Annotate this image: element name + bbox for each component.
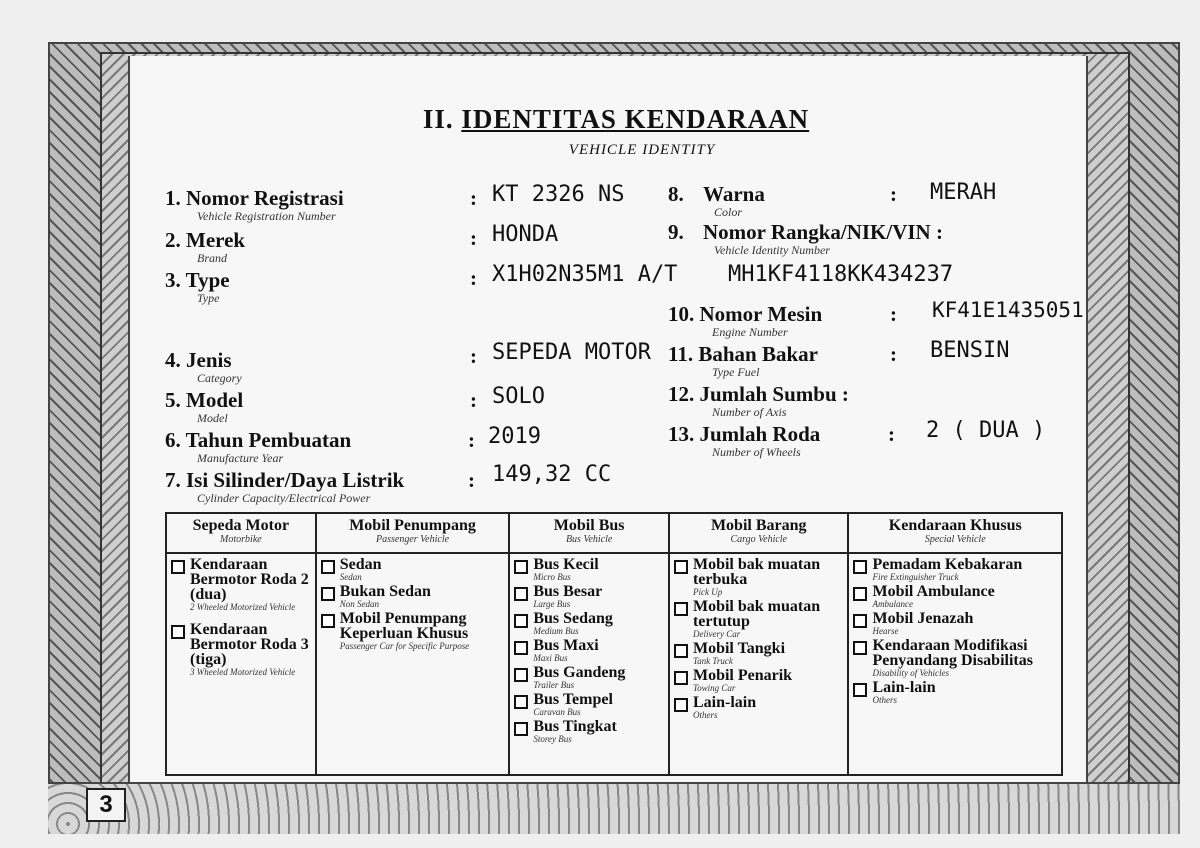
checkbox[interactable]: [321, 614, 335, 628]
value-category: SEPEDA MOTOR: [492, 340, 651, 365]
item-label: Kendaraan Bermotor Roda 3 (tiga): [190, 621, 309, 668]
field-sublabel: Manufacture Year: [197, 451, 284, 465]
field-number: 11.: [668, 342, 694, 366]
item-sublabel: Others: [692, 710, 718, 720]
table-header: [669, 513, 849, 553]
checkbox[interactable]: [674, 560, 688, 574]
item-label: Bukan Sedan: [339, 583, 431, 600]
field-sublabel: Type Fuel: [712, 365, 760, 379]
item-sublabel: Ambulance: [872, 599, 913, 609]
field-label: Nomor Rangka/NIK/VIN: [703, 220, 931, 244]
value-brand: HONDA: [492, 222, 559, 247]
vehicle-category-table: [165, 512, 1063, 776]
item-label: Lain-lain: [872, 679, 936, 696]
item-sublabel: Pick Up: [692, 587, 723, 597]
category-item: [853, 584, 1057, 609]
field-label: Model: [186, 388, 244, 412]
field-brand: [165, 228, 245, 264]
field-type: [165, 268, 230, 304]
field-model: [165, 388, 243, 424]
field-number: 2.: [165, 228, 181, 252]
item-label: Bus Tempel: [533, 691, 613, 708]
field-number: 6.: [165, 428, 181, 452]
category-item: [853, 638, 1057, 678]
header-label: Mobil Bus: [553, 517, 625, 534]
item-sublabel: Large Bus: [533, 599, 571, 609]
item-label: Mobil Tangki: [692, 640, 786, 657]
checkbox[interactable]: [171, 625, 185, 639]
value-manufacture-year: 2019: [488, 424, 541, 449]
category-item: [674, 695, 844, 720]
category-item: [514, 557, 664, 582]
page-title: [0, 104, 1200, 135]
colon: :: [470, 266, 477, 290]
field-cylinder-capacity: [165, 468, 404, 504]
field-label: Jumlah Roda: [699, 422, 821, 446]
value-vin: MH1KF4118KK434237: [728, 262, 954, 287]
colon: :: [890, 302, 897, 326]
field-number: 9.: [668, 220, 684, 244]
header-label: Sepeda Motor: [192, 517, 290, 534]
field-sublabel: Type: [197, 291, 220, 305]
item-label: Pemadam Kebakaran: [872, 556, 1023, 573]
category-item: [674, 641, 844, 666]
item-sublabel: Trailer Bus: [533, 680, 575, 690]
field-sublabel: Cylinder Capacity/Electrical Power: [197, 491, 371, 505]
field-sublabel: Color: [714, 205, 743, 219]
checkbox[interactable]: [514, 560, 528, 574]
category-cell-bus: [509, 553, 669, 775]
item-label: Mobil bak muatan terbuka: [692, 556, 821, 588]
field-number: 8.: [668, 182, 684, 206]
item-sublabel: Storey Bus: [533, 734, 572, 744]
checkbox[interactable]: [853, 683, 867, 697]
item-sublabel: Hearse: [872, 626, 899, 636]
value-number-of-wheels: 2 ( DUA ): [926, 418, 1046, 443]
checkbox[interactable]: [674, 671, 688, 685]
category-item: [321, 611, 505, 651]
field-number: 7.: [165, 468, 181, 492]
category-item: [321, 557, 505, 582]
colon: :: [470, 226, 477, 250]
field-label: Jenis: [186, 348, 232, 372]
colon: :: [890, 182, 897, 206]
field-sublabel: Vehicle Identity Number: [714, 243, 830, 257]
field-category: [165, 348, 242, 384]
checkbox[interactable]: [853, 587, 867, 601]
field-sublabel: Engine Number: [712, 325, 788, 339]
category-item: [853, 680, 1057, 705]
item-sublabel: Maxi Bus: [533, 653, 568, 663]
colon: :: [890, 342, 897, 366]
item-label: Mobil bak muatan tertutup: [692, 598, 821, 630]
checkbox[interactable]: [514, 614, 528, 628]
item-label: Bus Besar: [533, 583, 603, 600]
header-sublabel: Passenger Vehicle: [376, 534, 450, 545]
item-sublabel: Non Sedan: [339, 599, 380, 609]
field-sublabel: Category: [197, 371, 242, 385]
field-label: Tahun Pembuatan: [185, 428, 352, 452]
item-label: Bus Kecil: [533, 556, 599, 573]
item-sublabel: 3 Wheeled Motorized Vehicle: [190, 667, 296, 677]
category-item: [674, 599, 844, 639]
checkbox[interactable]: [853, 641, 867, 655]
colon: :: [470, 388, 477, 412]
decorative-bottom-band: [48, 782, 1180, 834]
page-number: 3: [86, 788, 126, 822]
field-number: 12.: [668, 382, 695, 406]
checkbox[interactable]: [514, 695, 528, 709]
title-number: II.: [422, 104, 454, 134]
item-sublabel: Caravan Bus: [533, 707, 581, 717]
item-label: Kendaraan Modifikasi Penyandang Disabilitas: [872, 637, 1033, 669]
item-sublabel: Delivery Car: [692, 629, 741, 639]
item-label: Bus Gandeng: [533, 664, 626, 681]
item-sublabel: Fire Extinguisher Truck: [872, 572, 959, 582]
category-cell-passenger: [316, 553, 510, 775]
category-item: [514, 665, 664, 690]
category-item: [514, 692, 664, 717]
field-color: [668, 182, 765, 218]
colon: :: [470, 186, 477, 210]
header-sublabel: Bus Vehicle: [565, 534, 613, 545]
item-label: Sedan: [339, 556, 382, 573]
item-sublabel: Towing Car: [692, 683, 736, 693]
table-header: [848, 513, 1062, 553]
checkbox[interactable]: [853, 614, 867, 628]
field-sublabel: Number of Wheels: [712, 445, 801, 459]
header-sublabel: Cargo Vehicle: [730, 534, 787, 545]
table-header: [316, 513, 510, 553]
colon: :: [888, 422, 895, 446]
field-label: Nomor Mesin: [699, 302, 823, 326]
field-label: Type: [185, 268, 230, 292]
value-fuel-type: BENSIN: [930, 338, 1010, 363]
category-item: [674, 668, 844, 693]
category-cell-cargo: [669, 553, 849, 775]
field-manufacture-year: [165, 428, 351, 464]
checkbox[interactable]: [514, 641, 528, 655]
table-body-row: [166, 553, 1062, 775]
field-registration-number: [165, 186, 344, 222]
category-item: [514, 584, 664, 609]
header-sublabel: Special Vehicle: [924, 534, 986, 545]
value-registration-number: KT 2326 NS: [492, 182, 625, 207]
item-label: Bus Sedang: [533, 610, 613, 627]
field-number: 13.: [668, 422, 695, 446]
field-number: 3.: [165, 268, 181, 292]
item-sublabel: Micro Bus: [533, 572, 571, 582]
category-item: [674, 557, 844, 597]
item-label: Mobil Penumpang Keperluan Khusus: [339, 610, 469, 642]
field-label: Merek: [186, 228, 246, 252]
field-sublabel: Brand: [197, 251, 227, 265]
header-label: Mobil Barang: [710, 517, 807, 534]
item-label: Bus Maxi: [533, 637, 599, 654]
item-sublabel: Medium Bus: [533, 626, 579, 636]
header-label: Mobil Penumpang: [349, 517, 476, 534]
field-number-of-axis: 12. Jumlah Sumbu : Number of Axis: [668, 382, 849, 419]
item-label: Mobil Jenazah: [872, 610, 974, 627]
value-model: SOLO: [492, 384, 545, 409]
field-number-of-wheels: [668, 422, 820, 458]
table-header: [509, 513, 669, 553]
category-item: [171, 622, 311, 677]
checkbox[interactable]: [321, 587, 335, 601]
category-item: [853, 611, 1057, 636]
item-sublabel: Disability of Vehicles: [872, 668, 949, 678]
category-cell-motorbike: [166, 553, 316, 775]
colon: :: [468, 428, 475, 452]
item-label: Mobil Penarik: [692, 667, 793, 684]
category-item: [171, 557, 311, 612]
checkbox[interactable]: [514, 587, 528, 601]
field-number: 10.: [668, 302, 695, 326]
category-item: [514, 611, 664, 636]
item-sublabel: Passenger Car for Specific Purpose: [339, 641, 470, 651]
value-type: X1H02N35M1 A/T: [492, 262, 678, 287]
category-cell-special: [848, 553, 1062, 775]
header-sublabel: Motorbike: [220, 534, 262, 545]
table-header: [166, 513, 316, 553]
item-label: Mobil Ambulance: [872, 583, 995, 600]
field-engine-number: [668, 302, 822, 338]
field-number: 4.: [165, 348, 181, 372]
value-color: MERAH: [930, 180, 997, 205]
checkbox[interactable]: [674, 602, 688, 616]
item-label: Lain-lain: [692, 694, 757, 711]
title-text: IDENTITAS KENDARAAN: [461, 104, 810, 134]
item-sublabel: Sedan: [339, 572, 362, 582]
field-vin: 9. Nomor Rangka/NIK/VIN : Vehicle Identity Number: [668, 220, 943, 257]
field-sublabel: Vehicle Registration Number: [197, 209, 336, 223]
header-label: Kendaraan Khusus: [888, 517, 1022, 534]
field-label: Nomor Registrasi: [186, 186, 344, 210]
category-item: [853, 557, 1057, 582]
checkbox[interactable]: [853, 560, 867, 574]
item-sublabel: Tank Truck: [692, 656, 733, 666]
value-engine-number: KF41E1435051: [932, 298, 1084, 322]
checkbox[interactable]: [321, 560, 335, 574]
field-sublabel: Number of Axis: [712, 405, 787, 419]
field-sublabel: Model: [197, 411, 228, 425]
field-label: Isi Silinder/Daya Listrik: [186, 468, 405, 492]
field-number: 5.: [165, 388, 181, 412]
field-fuel-type: [668, 342, 818, 378]
field-label: Jumlah Sumbu: [699, 382, 837, 406]
field-label: Bahan Bakar: [698, 342, 818, 366]
value-cylinder-capacity: 149,32 CC: [492, 462, 612, 487]
page-subtitle: VEHICLE IDENTITY: [568, 142, 716, 158]
checkbox[interactable]: [171, 560, 185, 574]
field-number: 1.: [165, 186, 181, 210]
item-sublabel: Others: [872, 695, 897, 705]
checkbox[interactable]: [514, 668, 528, 682]
checkbox[interactable]: [674, 644, 688, 658]
item-label: Bus Tingkat: [533, 718, 617, 735]
category-item: [321, 584, 505, 609]
checkbox[interactable]: [514, 722, 528, 736]
colon: :: [470, 344, 477, 368]
category-item: [514, 638, 664, 663]
field-label: Warna: [703, 182, 765, 206]
colon: :: [468, 468, 475, 492]
item-sublabel: 2 Wheeled Motorized Vehicle: [190, 602, 296, 612]
item-label: Kendaraan Bermotor Roda 2 (dua): [190, 556, 309, 603]
category-item: [514, 719, 664, 744]
checkbox[interactable]: [674, 698, 688, 712]
table-header-row: [166, 513, 1062, 553]
